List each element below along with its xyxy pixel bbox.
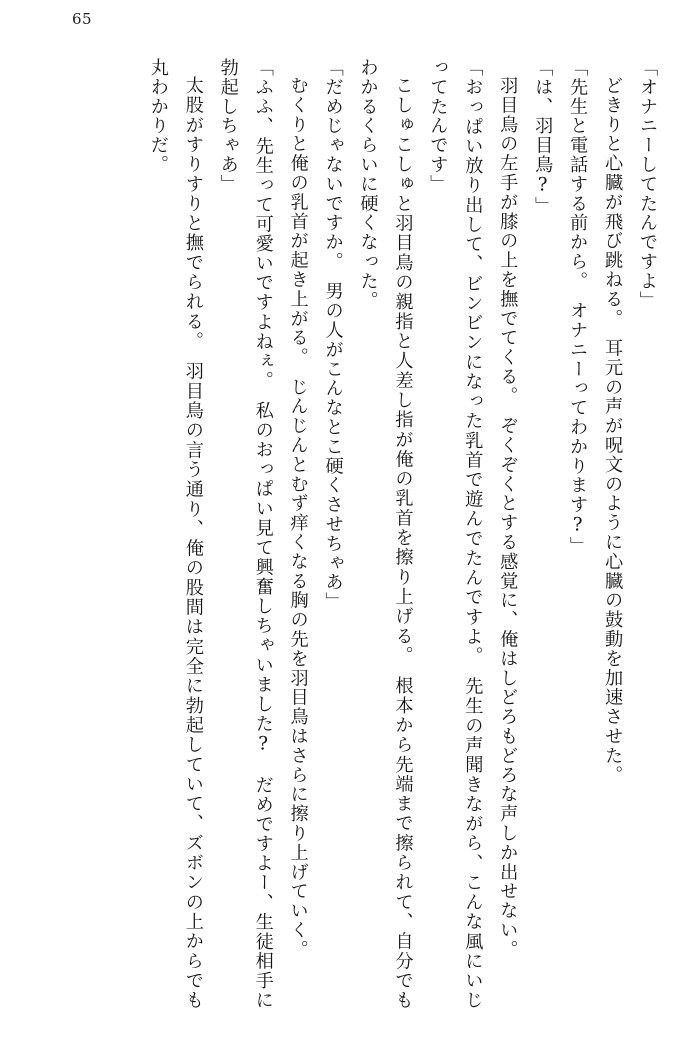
page-number: 65	[72, 10, 93, 28]
paragraph: 「は、羽目鳥?」	[532, 58, 554, 216]
paragraph: こしゅこしゅと羽目鳥の親指と人差し指が俺の乳首を擦り上げる。 根本から先端まで擦られて、自分でもわかるくらいに硬くなった。	[357, 58, 414, 1010]
paragraph: 太股がすりすりと撫でられる。 羽目鳥の言う通り、俺の股間は完全に勃起していて、ズボンの上からでも丸わかりだ。	[147, 58, 204, 1010]
paragraph: どきりと心臓が飛び跳ねる。 耳元の声が呪文のように心臓の鼓動を加速させた。	[602, 76, 624, 785]
paragraph: 羽目鳥の左手が膝の上を撫でてくる。 ぞくぞくとする感覚に、俺はしどろもどろな声しか出せない。	[497, 76, 519, 960]
paragraph: 「オナニーしてたんですよ」	[637, 58, 658, 311]
paragraph: むくりと俺の乳首が起き上がる。 じんじんとむず痒くなる胸の先を羽目鳥はさらに擦り上げていく。	[287, 76, 309, 960]
paragraph: 「先生と電話する前から。 オナニーってわかります?」	[567, 58, 589, 557]
paragraph: 「ふふ、先生って可愛いですよねぇ。 私のおっぱい見て興奮しちゃいました? だめですよー、生徒相手に勃起しちゃあ」	[217, 58, 274, 1010]
paragraph: 「だめじゃないですか。 男の人がこんなとこ硬くさせちゃあ」	[322, 58, 344, 612]
paragraph: 「おっぱい放り出して、ビンビンになった乳首で遊んでたんですよ。 先生の声聞きながら、こんな風にいじってたんです」	[427, 58, 484, 1010]
body-text	[40, 58, 664, 1010]
